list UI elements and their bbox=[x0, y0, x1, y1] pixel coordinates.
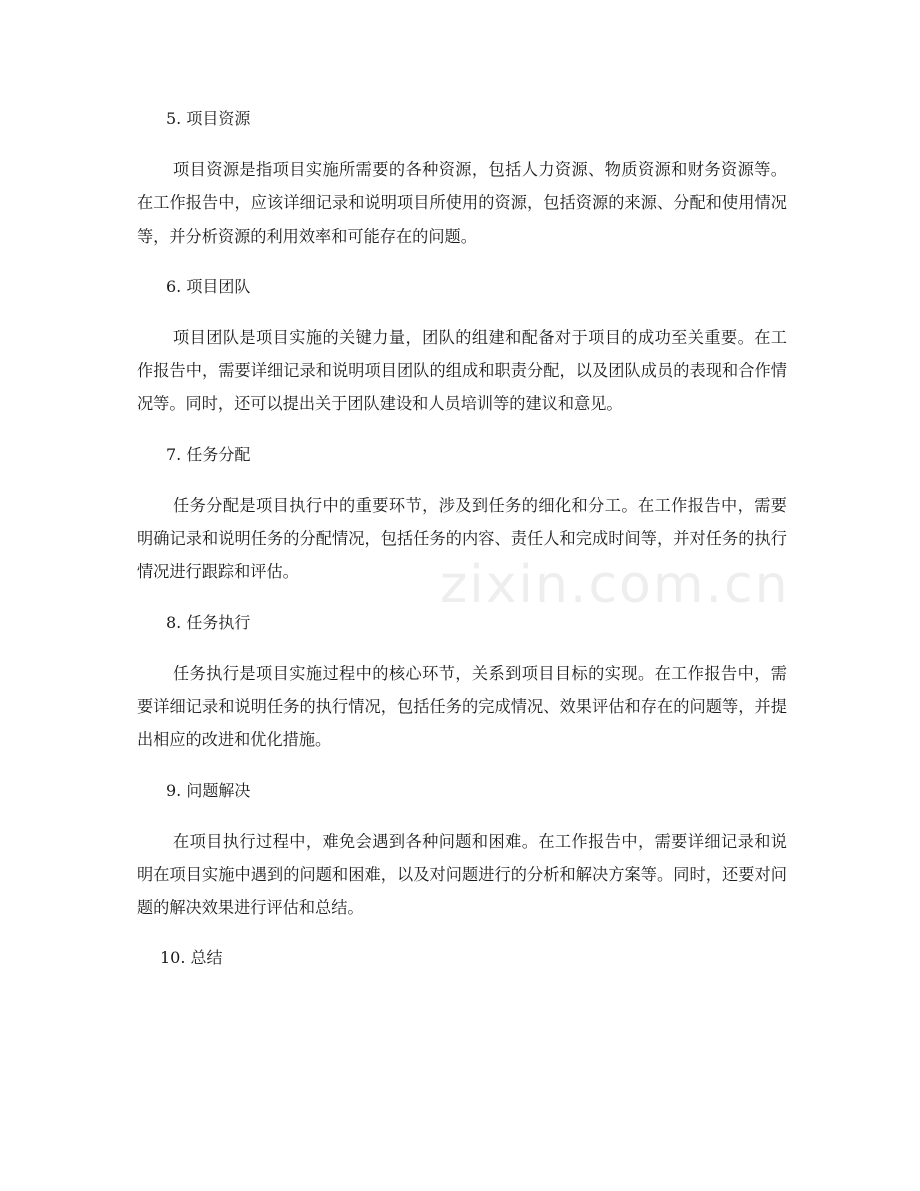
section-paragraph-resources: 项目资源是指项目实施所需要的各种资源，包括人力资源、物质资源和财务资源等。在工作报告中，应该详细记录和说明项目所使用的资源，包括资源的来源、分配和使用情况等，并分析资源的利用效率和可能存在的问题。 bbox=[137, 160, 787, 246]
document-body bbox=[137, 103, 787, 992]
section-paragraph-team: 项目团队是项目实施的关键力量，团队的组建和配备对于项目的成功至关重要。在工作报告中，需要详细记录和说明项目团队的组成和职责分配，以及团队成员的表现和合作情况等。同时，还可以提出关于团队建设和人员培训等的建议和意见。 bbox=[137, 327, 787, 414]
section-heading-summary: 10. 总结 bbox=[160, 948, 223, 968]
section-paragraph-task-allocation: 任务分配是项目执行中的重要环节，涉及到任务的细化和分工。在工作报告中，需要明确记录和说明任务的分配情况，包括任务的内容、责任人和完成时间等，并对任务的执行情况进行跟踪和评估。 bbox=[137, 495, 787, 582]
section-heading-resources: 5. 项目资源 bbox=[166, 109, 251, 128]
section-heading-team: 6. 项目团队 bbox=[166, 276, 251, 296]
section-heading-task-allocation: 7. 任务分配 bbox=[166, 444, 251, 464]
section-paragraph-problem-solving: 在项目执行过程中，难免会遇到各种问题和困难。在工作报告中，需要详细记录和说明在项目实施中遇到的问题和困难，以及对问题进行的分析和解决方案等。同时，还要对问题的解决效果进行评估和总结。 bbox=[137, 831, 787, 918]
section-heading-problem-solving: 9. 问题解决 bbox=[166, 780, 251, 800]
watermark: zixin.com.cn bbox=[440, 555, 790, 615]
section-heading-task-execution: 8. 任务执行 bbox=[166, 612, 251, 632]
section-paragraph-task-execution: 任务执行是项目实施过程中的核心环节，关系到项目目标的实现。在工作报告中，需要详细记录和说明任务的执行情况，包括任务的完成情况、效果评估和存在的问题等，并提出相应的改进和优化措施。 bbox=[137, 663, 787, 750]
